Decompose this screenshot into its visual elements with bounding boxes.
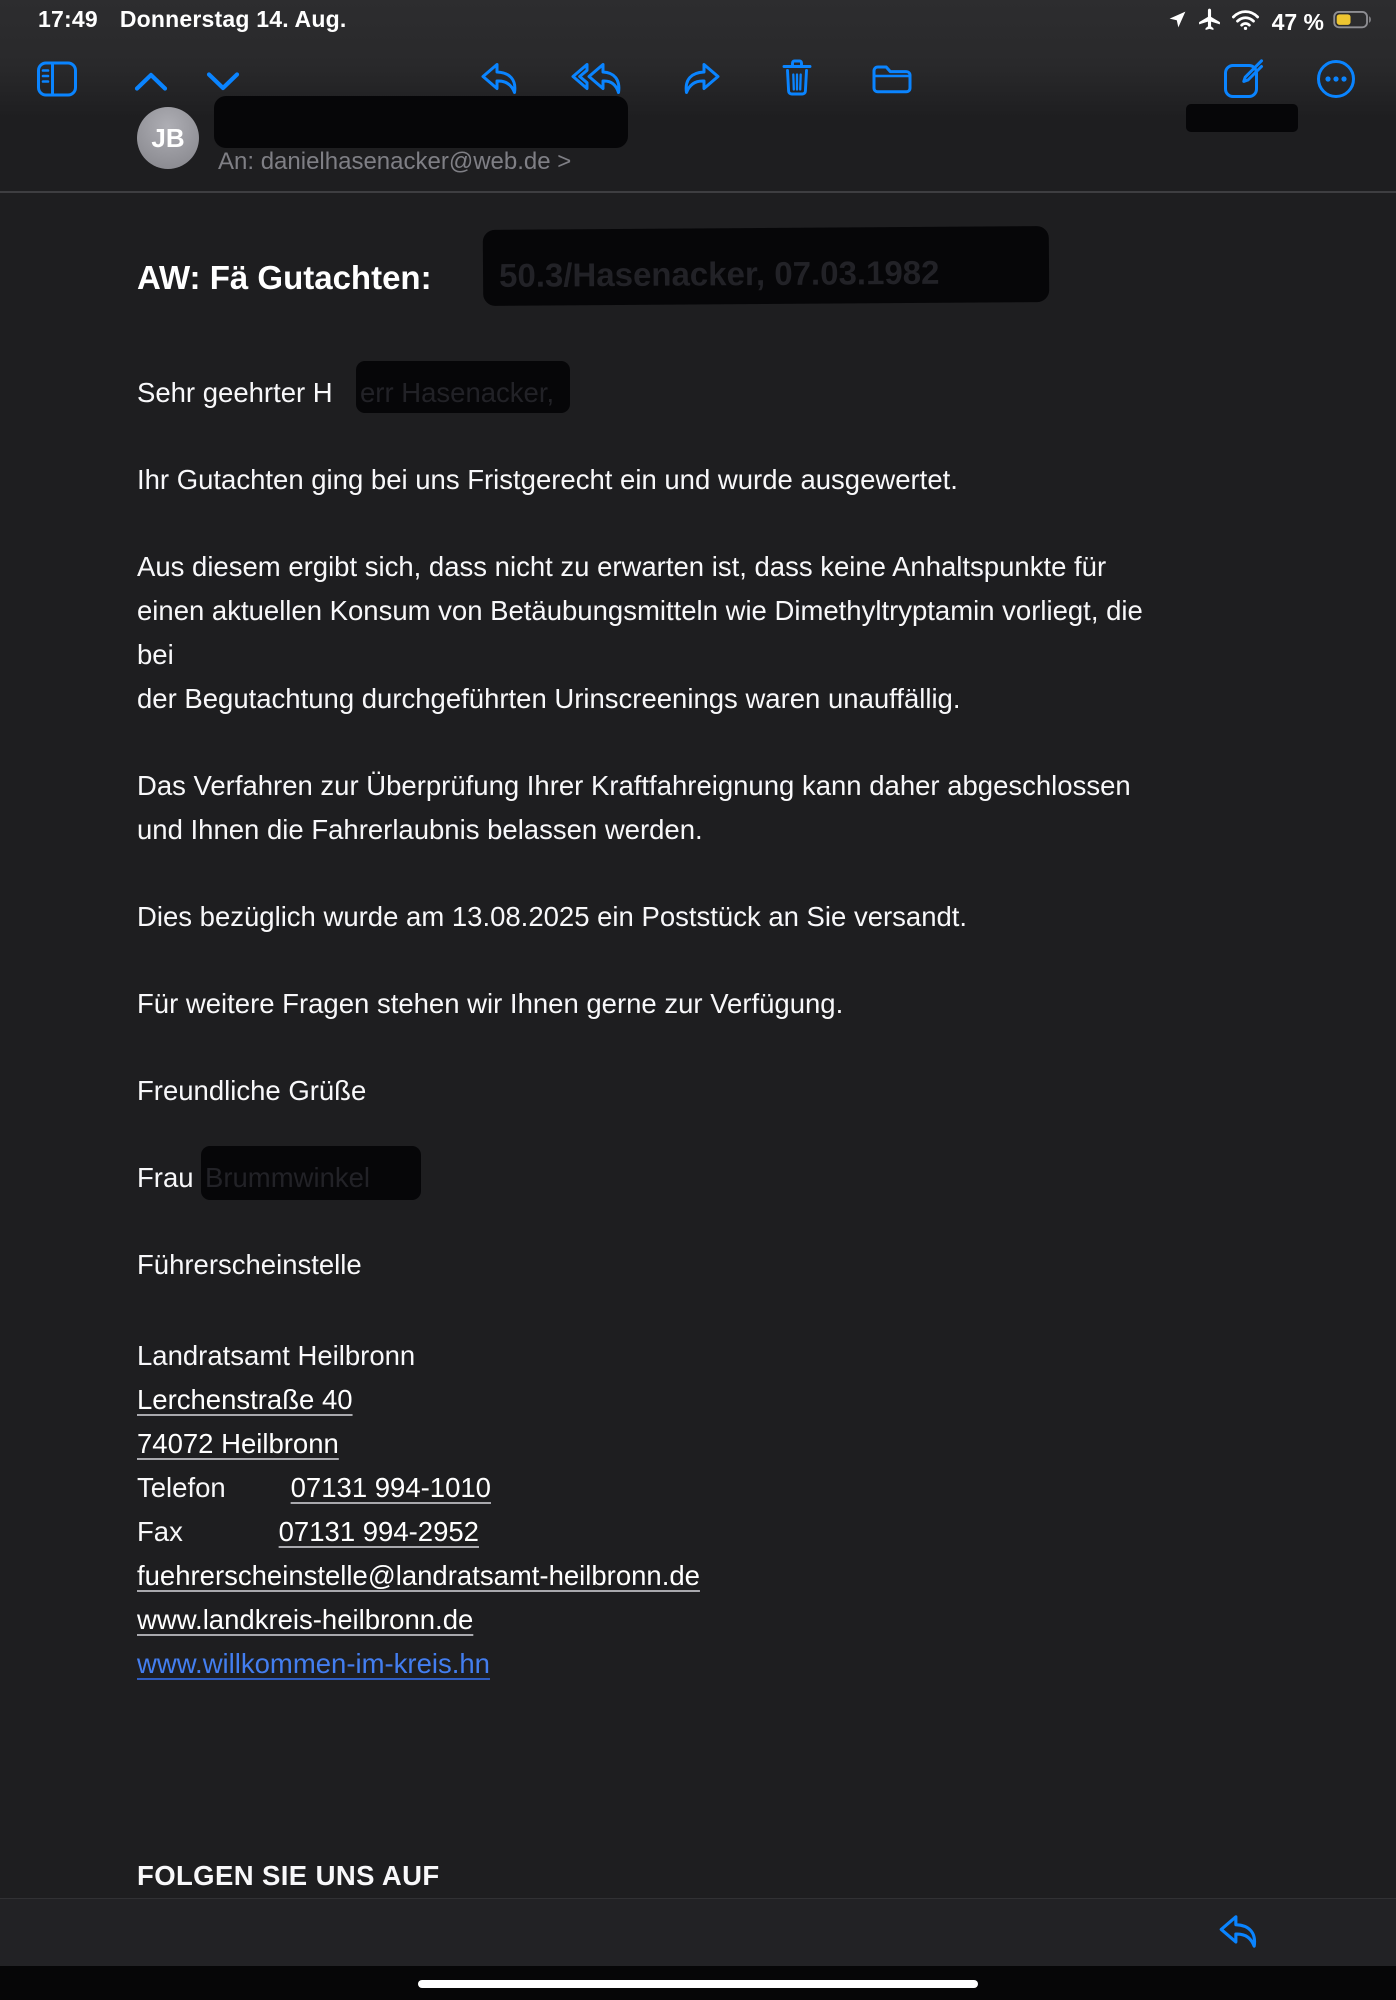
subject-line — [137, 246, 940, 310]
phone-link[interactable]: 07131 994-1010 — [290, 1472, 491, 1503]
sender-avatar[interactable] — [137, 107, 199, 169]
signature-block — [137, 1334, 1267, 1686]
subject-redacted-text: 50.3/Hasenacker, 07.03.1982 — [498, 253, 940, 294]
signer-line — [137, 1156, 1267, 1200]
paragraph-2-line-2: einen aktuellen Konsum von Betäubungsmitteln wie Dimethyltryptamin vorliegt, die — [137, 595, 1143, 626]
bottom-toolbar — [0, 1898, 1396, 1967]
paragraph-1: Ihr Gutachten ging bei uns Fristgerecht ein und wurde ausgewertet. — [137, 464, 958, 495]
redaction-sender-name — [214, 96, 628, 148]
clock: 17:49 — [38, 6, 98, 32]
chevron-up-icon[interactable] — [133, 70, 169, 93]
wifi-icon — [1231, 9, 1260, 36]
location-icon — [1167, 9, 1188, 35]
compose-icon[interactable] — [1223, 57, 1265, 99]
folder-icon[interactable] — [870, 62, 914, 97]
battery-percent: 47 % — [1271, 8, 1324, 35]
paragraph-5: Für weitere Fragen stehen wir Ihnen gerne zur Verfügung. — [137, 988, 844, 1019]
header-divider — [0, 191, 1396, 193]
more-icon[interactable] — [1315, 58, 1357, 100]
follow-us-heading: FOLGEN SIE UNS AUF — [137, 1860, 440, 1891]
fax-link[interactable]: 07131 994-2952 — [278, 1516, 479, 1547]
chevron-down-icon[interactable] — [205, 70, 241, 93]
paragraph-4: Dies bezüglich wurde am 13.08.2025 ein Poststück an Sie versandt. — [137, 901, 968, 932]
forward-icon[interactable] — [679, 60, 723, 98]
paragraph-2 — [137, 545, 1267, 721]
paragraph-2-line-3: bei — [137, 639, 174, 670]
website-link-1[interactable]: www.landkreis-heilbronn.de — [137, 1604, 474, 1635]
signature-org: Landratsamt Heilbronn — [137, 1340, 416, 1371]
email-link[interactable]: fuehrerscheinstelle@landratsamt-heilbronn.de — [137, 1560, 700, 1591]
redaction-subject — [483, 226, 1050, 306]
quick-reply-icon[interactable] — [1216, 1912, 1262, 1957]
greeting-line — [137, 371, 1267, 415]
signer-text: Frau — [137, 1162, 194, 1193]
closing-line: Freundliche Grüße — [137, 1075, 367, 1106]
signature-city-link[interactable]: 74072 Heilbronn — [137, 1428, 339, 1459]
reply-all-icon[interactable] — [571, 60, 625, 98]
redaction-signer-name — [201, 1146, 421, 1200]
greeting-redacted-text: err Hasenacker, — [360, 377, 555, 408]
signature-street-link[interactable]: Lerchenstraße 40 — [137, 1384, 353, 1415]
home-indicator[interactable] — [418, 1980, 978, 1988]
website-link-2[interactable]: www.willkommen-im-kreis.hn — [137, 1648, 490, 1679]
redaction-greeting-name — [356, 361, 570, 413]
greeting-text: Sehr geehrter H — [137, 377, 333, 408]
airplane-icon — [1197, 7, 1222, 37]
reply-icon[interactable] — [478, 60, 522, 98]
paragraph-3-line-1: Das Verfahren zur Überprüfung Ihrer Kraftfahreignung kann daher abgeschlossen — [137, 770, 1131, 801]
status-bar — [0, 0, 1396, 34]
date: Donnerstag 14. Aug. — [119, 6, 347, 32]
sidebar-toggle-button[interactable] — [36, 60, 78, 98]
paragraph-3 — [137, 764, 1267, 852]
paragraph-2-line-4: der Begutachtung durchgeführten Urinscreenings waren unauffällig. — [137, 683, 961, 714]
paragraph-2-line-1: Aus diesem ergibt sich, dass nicht zu erwarten ist, dass keine Anhaltspunkte für — [137, 551, 1107, 582]
phone-label: Telefon — [137, 1472, 226, 1503]
department-line: Führerscheinstelle — [137, 1249, 362, 1280]
fax-label: Fax — [137, 1516, 183, 1547]
signer-redacted-text: Brummwinkel — [205, 1162, 371, 1193]
redaction-timestamp — [1186, 104, 1298, 132]
trash-icon[interactable] — [779, 56, 815, 99]
subject-text: AW: Fä Gutachten: — [137, 259, 432, 296]
recipient-line[interactable]: An: danielhasenacker@web.de > — [218, 148, 572, 175]
battery-icon — [1333, 9, 1374, 35]
avatar-initials: JB — [151, 122, 185, 153]
paragraph-3-line-2: und Ihnen die Fahrerlaubnis belassen werden. — [137, 814, 703, 845]
